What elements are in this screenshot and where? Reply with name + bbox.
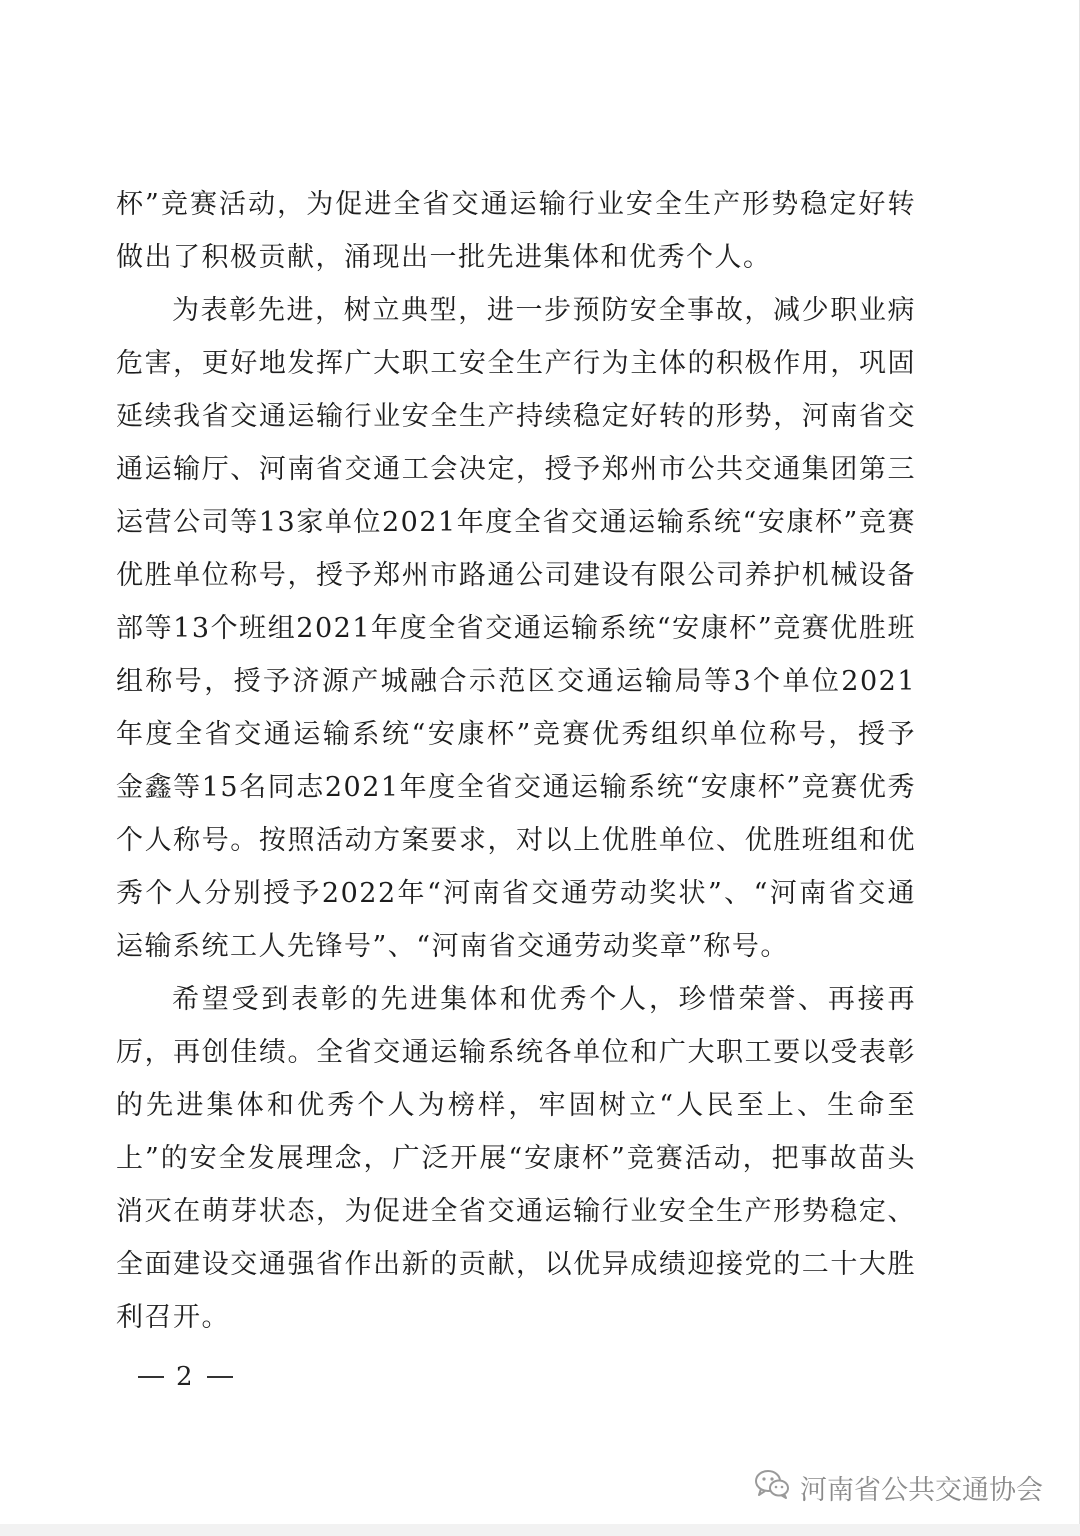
wechat-icon [754, 1468, 790, 1507]
bottom-edge [0, 1524, 1080, 1536]
document-body [116, 178, 916, 1344]
page-number-dash-left [138, 1376, 164, 1378]
paragraph-1: 杯”竞赛活动，为促进全省交通运输行业安全生产形势稳定好转做出了积极贡献，涌现出一批先进集体和优秀个人。 [116, 189, 916, 273]
page-number [138, 1362, 233, 1392]
page-number-value: 2 [176, 1362, 195, 1392]
watermark [754, 1468, 1043, 1507]
page-number-dash-right [207, 1376, 233, 1378]
paragraph-3: 希望受到表彰的先进集体和优秀个人，珍惜荣誉、再接再厉，再创佳绩。全省交通运输系统各单位和广大职工要以受表彰的先进集体和优秀个人为榜样，牢固树立“人民至上、生命至上”的安全发展理念，广泛开展“安康杯”竞赛活动，把事故苗头消灭在萌芽状态，为促进全省交通运输行业安全生产形势稳定、全面建设交通强省作出新的贡献，以优异成绩迎接党的二十大胜利召开。 [116, 984, 916, 1333]
watermark-label: 河南省公共交通协会 [800, 1475, 1043, 1506]
paragraph-2: 为表彰先进，树立典型，进一步预防安全事故，减少职业病危害，更好地发挥广大职工安全生产行为主体的积极作用，巩固延续我省交通运输行业安全生产持续稳定好转的形势，河南省交通运输厅、河南省交通工会决定，授予郑州市公共交通集团第三运营公司等13家单位2021年度全省交通运输系统“安康杯”竞赛优胜单位称号，授予郑州市路通公司建设有限公司养护机械设备部等13个班组2021年度全省交通运输系统“安康杯”竞赛优胜班组称号，授予济源产城融合示范区交通运输局等3个单位2021年度全省交通运输系统“安康杯”竞赛优秀组织单位称号，授予金鑫等15名同志2021年度全省交通运输系统“安康杯”竞赛优秀个人称号。按照活动方案要求，对以上优胜单位、优胜班组和优秀个人分别授予2022年“河南省交通劳动奖状”、“河南省交通运输系统工人先锋号”、“河南省交通劳动奖章”称号。 [116, 295, 916, 962]
